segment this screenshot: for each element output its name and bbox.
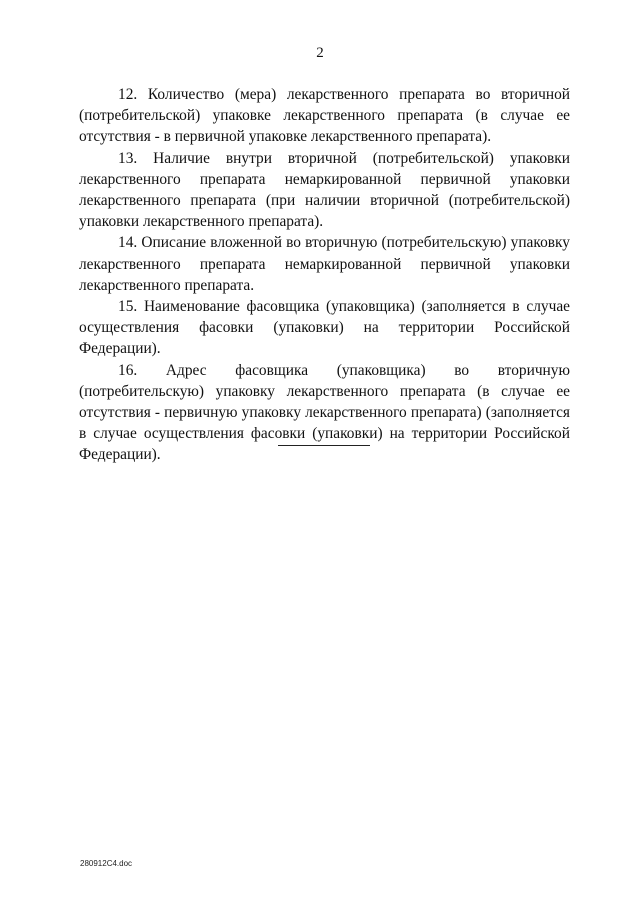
paragraph-item-13: 13. Наличие внутри вторичной (потребительской) упаковки лекарственного препарата немаркированной первичной упаковки лекарственного препарата (при наличии вторичной (потребительской) упаковки лекарственного препарата). (79, 149, 570, 231)
file-code-footer: 280912C4.doc (80, 859, 133, 868)
end-of-document-rule (278, 445, 370, 446)
document-body (79, 84, 570, 466)
paragraph-item-12: 12. Количество (мера) лекарственного препарата во вторичной (потребительской) упаковке лекарственного препарата (в случае ее отсутствия - в первичной упаковке лекарственного препарата). (79, 86, 570, 146)
paragraph-item-16: 16. Адрес фасовщика (упаковщика) во вторичную (потребительскую) упаковку лекарственного препарата (в случае ее отсутствия - первичную упаковку лекарственного препарата) (заполняется в случае осуществления фасовки (упаковки) на территории Российской Федерации). (79, 361, 570, 464)
page-number: 2 (316, 45, 324, 61)
paragraph-item-15: 15. Наименование фасовщика (упаковщика) (заполняется в случае осуществления фасовки (упаковки) на территории Российской Федерации). (79, 298, 570, 358)
paragraph-item-14: 14. Описание вложенной во вторичную (потребительскую) упаковку лекарственного препарата немаркированной первичной упаковки лекарственного препарата. (79, 234, 570, 294)
